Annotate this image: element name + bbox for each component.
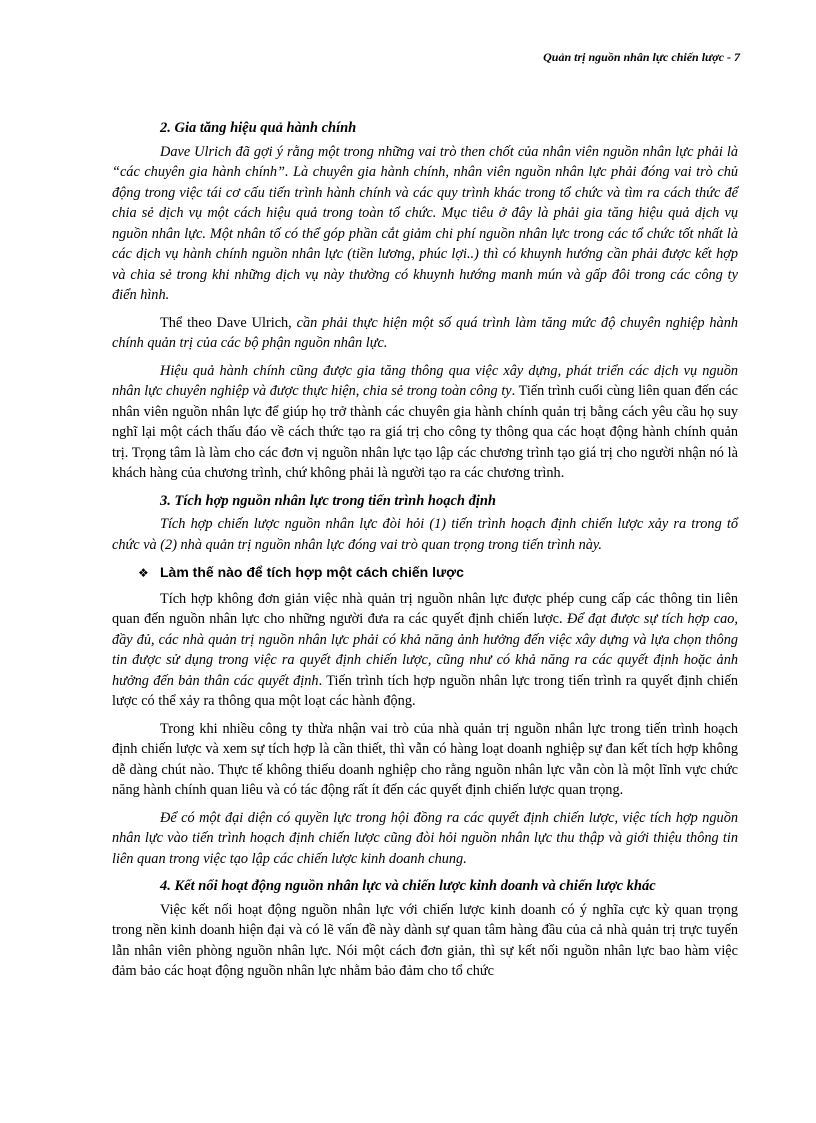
section-2-paragraph-2-emphasis: cần phải thực hiện một số quá trình làm tăng mức độ chuyên nghiệp hành chính quản trị của các bộ phận nguồn nhân lực. (112, 314, 738, 351)
section-2-paragraph-2 (112, 313, 738, 354)
section-3-paragraph-3: Trong khi nhiều công ty thừa nhận vai trò của nhà quản trị nguồn nhân lực trong tiến trình hoạch định chiến lược và xem sự tích hợp là cần thiết, thì vẫn có hàng loạt doanh nghiệp sự đan kết tích hợp không dễ dàng chút nào. Thực tế không thiếu doanh nghiệp cho rằng nguồn nhân lực vẫn còn là một lĩnh vực chức năng hành chính quan liêu và có tác động rất ít đến các quyết định chiến lược quan trọng. (112, 720, 738, 798)
page-content (112, 118, 738, 989)
bullet-heading-text: Làm thế nào để tích hợp một cách chiến lược (160, 564, 464, 580)
section-3-heading: 3. Tích hợp nguồn nhân lực trong tiến trình hoạch định (160, 492, 496, 509)
diamond-bullet-icon: ❖ (138, 566, 149, 580)
section-3-paragraph-2-rest: . Tiến trình tích hợp nguồn nhân lực trong tiến trình ra quyết định chiến lược có thể xảy ra thông qua một loạt các hành động. (112, 672, 738, 709)
section-4-paragraph-1: Việc kết nối hoạt động nguồn nhân lực với chiến lược kinh doanh có ý nghĩa cực kỳ quan trọng trong nền kinh doanh hiện đại và có lẽ vấn đề này dành sự quan tâm hàng đầu của cả nhà quản trị trực tuyến lẫn nhân viên phòng nguồn nhân lực. Nói một cách đơn giản, thì sự kết nối nguồn nhân lực bao hàm việc đảm bảo các hoạt động nguồn nhân lực nhằm bảo đảm cho tổ chức (112, 901, 738, 979)
section-2-paragraph-2-lead: Thể theo Dave Ulrich, (160, 314, 297, 331)
section-2-heading: 2. Gia tăng hiệu quả hành chính (160, 120, 357, 136)
section-3-paragraph-2-emphasis: Để đạt được sự tích hợp cao, đầy đủ, các nhà quản trị nguồn nhân lực phải có khả năng ảnh hưởng đến việc xây dựng và lựa chọn thông tin được sử dụng trong việc ra quyết định chiến lược, cũng như có khả năng ra các quyết định hoặc ảnh hưởng đến bản thân các quyết định (112, 611, 738, 689)
section-3-paragraph-2-lead: Tích hợp không đơn giản việc nhà quản trị nguồn nhân lực được phép cung cấp các thông tin liên quan đến nguồn nhân lực cho những người đưa ra các quyết định chiến lược. (112, 590, 738, 627)
section-3-paragraph-2 (112, 589, 738, 712)
section-2-paragraph-1: Dave Ulrich đã gợi ý rằng một trong những vai trò then chốt của nhân viên nguồn nhân lực phải là “các chuyên gia hành chính”. Là chuyên gia hành chính, nhân viên nguồn nhân lực phải đóng vai trò chủ động trong việc tái cơ cấu tiến trình hành chính và các quy trình khác trong tổ chức và tìm ra cách thức để chia sẻ dịch vụ một cách hiệu quả trong toàn tổ chức. Mục tiêu ở đây là phải gia tăng hiệu quả dịch vụ nguồn nhân lực. Một nhân tố có thể góp phần cắt giảm chi phí nguồn nhân lực trong các tổ chức tốt nhất là các dịch vụ hành chính nguồn nhân lực (tiền lương, phúc lợi..) thì có khuynh hướng cần phải được kết hợp và chia sẻ trong khi những dịch vụ này thường có khuynh hướng manh mún và gấp đôi trong các công ty điển hình. (112, 143, 738, 303)
section-4-heading: 4. Kết nối hoạt động nguồn nhân lực và chiến lược kinh doanh và chiến lược khác (160, 878, 656, 894)
bullet-heading (138, 562, 738, 584)
section-3-paragraph-1: Tích hợp chiến lược nguồn nhân lực đòi hỏi (1) tiến trình hoạch định chiến lược xảy ra trong tổ chức và (2) nhà quản trị nguồn nhân lực đóng vai trò quan trọng trong tiến trình này. (112, 516, 738, 553)
section-2-paragraph-3-rest: . Tiến trình cuối cùng liên quan đến các nhân viên nguồn nhân lực để giúp họ trở thành các chuyên gia hành chính quản trị bằng cách yêu cầu họ suy nghĩ lại một cách thấu đáo về cách thức tạo ra giá trị cho công ty thông qua các hoạt động hành chính quản trị. Trọng tâm là làm cho các đơn vị nguồn nhân lực tạo lập các chương trình tạo giá trị cho người nhận nó là khách hàng của chương trình, chứ không phải là người tạo ra các chương trình. (112, 383, 738, 481)
section-3-paragraph-4: Để có một đại diện có quyền lực trong hội đồng ra các quyết định chiến lược, việc tích hợp nguồn nhân lực vào tiến trình hoạch định chiến lược cũng đòi hỏi nguồn nhân lực thu thập và giới thiệu thông tin liên quan trong việc tạo lập các chiến lược kinh doanh chung. (112, 809, 738, 867)
running-header: Quản trị nguồn nhân lực chiến lược - 7 (543, 50, 740, 64)
section-2-paragraph-3 (112, 361, 738, 484)
section-2-paragraph-3-emphasis: Hiệu quả hành chính cũng được gia tăng thông qua việc xây dựng, phát triển các dịch vụ nguồn nhân lực chuyên nghiệp và được thực hiện, chia sẻ trong toàn công ty (112, 362, 738, 399)
